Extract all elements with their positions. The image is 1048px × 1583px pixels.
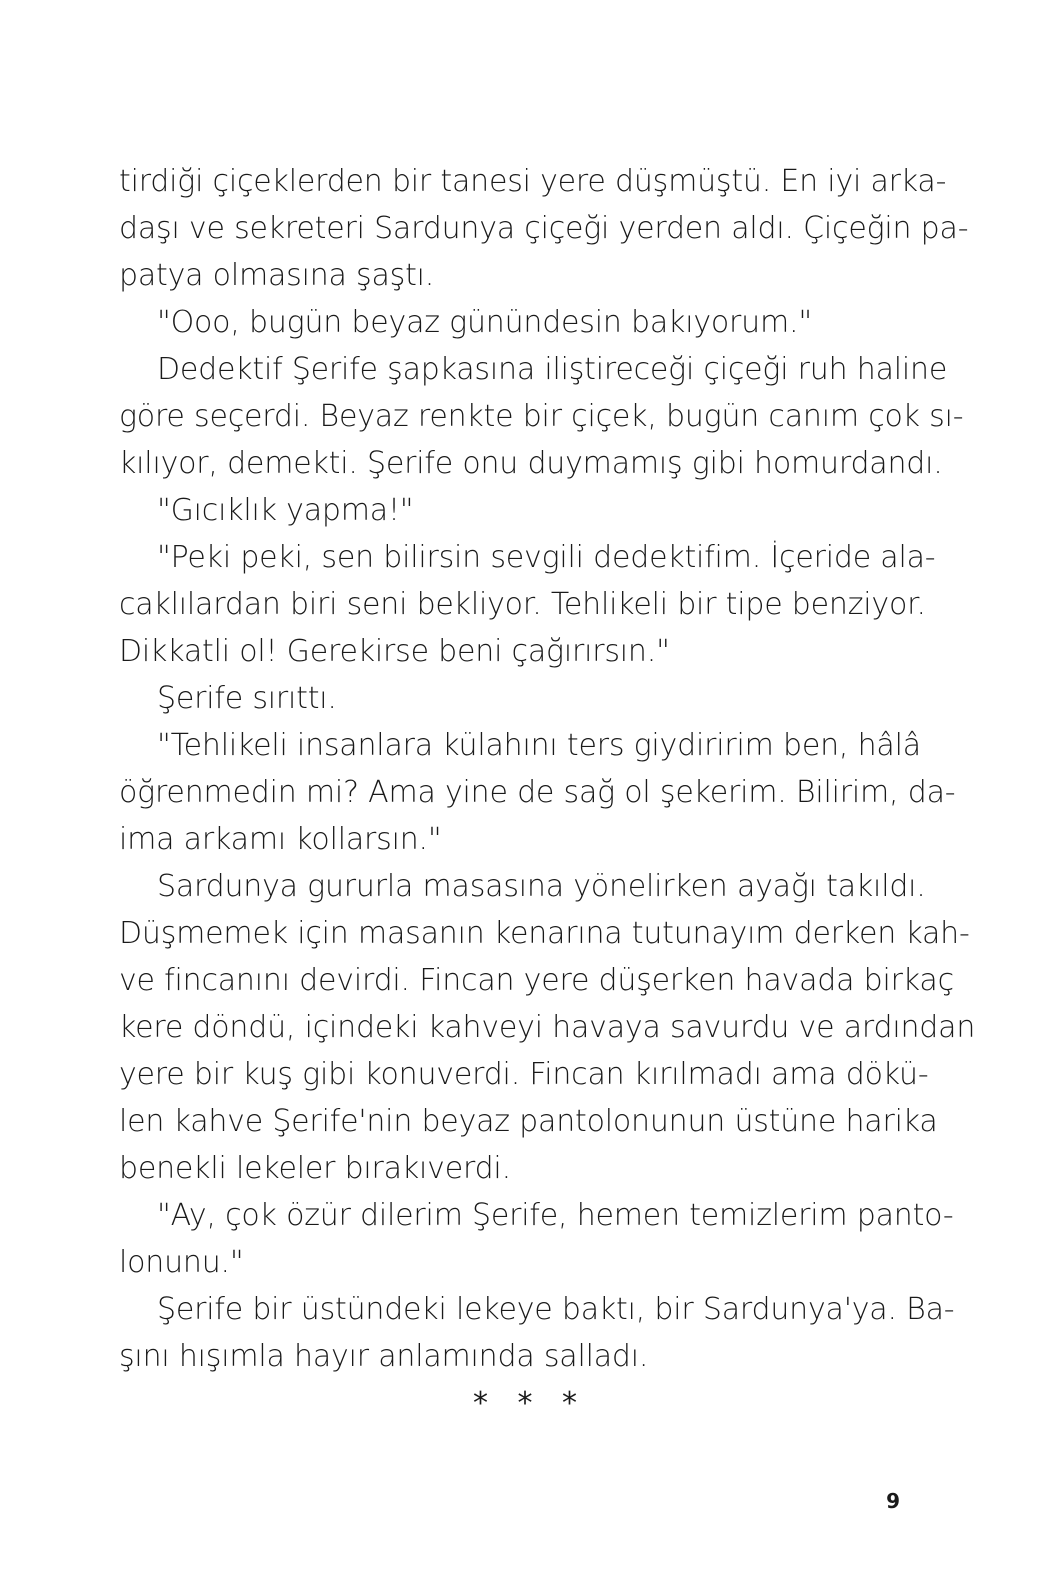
text-line: yere bir kuş gibi konuverdi. Fincan kırılmadı ama dökü- [119,1057,929,1092]
text-line: "Peki peki, sen bilirsin sevgili dedektifim. İçeride ala- [157,540,936,575]
body-text [119,158,976,1380]
text-line: caklılardan biri seni bekliyor. Tehlikeli bir tipe benziyor. [119,587,926,622]
text-line: ve fincanını devirdi. Fincan yere düşerken havada birkaç [119,963,954,998]
text-line: daşı ve sekreteri Sardunya çiçeği yerden aldı. Çiçeğin pa- [119,211,969,246]
text-line: lonunu." [119,1245,244,1280]
text-line: Sardunya gururla masasına yönelirken ayağı takıldı. [157,869,926,904]
text-line: "Ay, çok özür dilerim Şerife, hemen temizlerim panto- [157,1198,954,1233]
text-line: göre seçerdi. Beyaz renkte bir çiçek, bugün canım çok sı- [119,399,964,434]
text-line: Şerife bir üstündeki lekeye baktı, bir Sardunya'ya. Ba- [157,1292,955,1327]
text-line: şını hışımla hayır anlamında salladı. [119,1339,649,1374]
text-line: kılıyor, demekti. Şerife onu duymamış gibi homurdandı. [119,446,943,481]
text-line: öğrenmedin mi? Ama yine de sağ ol şekerim. Bilirim, da- [119,775,956,810]
page-number: 9 [886,1489,900,1513]
text-line: tirdiği çiçeklerden bir tanesi yere düşmüştü. En iyi arka- [119,164,947,199]
text-line: Dedektif Şerife şapkasına iliştireceği çiçeği ruh haline [157,352,948,387]
text-line: Dikkatli ol! Gerekirse beni çağırırsın." [119,634,670,669]
text-line: Düşmemek için masanın kenarına tutunayım derken kah- [119,916,970,951]
text-line: ima arkamı kollarsın." [119,822,442,857]
text-line: "Gıcıklık yapma!" [157,493,414,528]
text-line: Şerife sırıttı. [157,681,337,716]
text-line: patya olmasına şaştı. [119,258,435,293]
section-separator: * * * [472,1386,588,1421]
text-line: len kahve Şerife'nin beyaz pantolonunun üstüne harika [119,1104,938,1139]
text-line: "Ooo, bugün beyaz günündesin bakıyorum." [157,305,812,340]
text-line: benekli lekeler bırakıverdi. [119,1151,511,1186]
text-line: kere döndü, içindeki kahveyi havaya savurdu ve ardından [119,1010,976,1045]
text-line: "Tehlikeli insanlara külahını ters giydiririm ben, hâlâ [157,728,921,763]
